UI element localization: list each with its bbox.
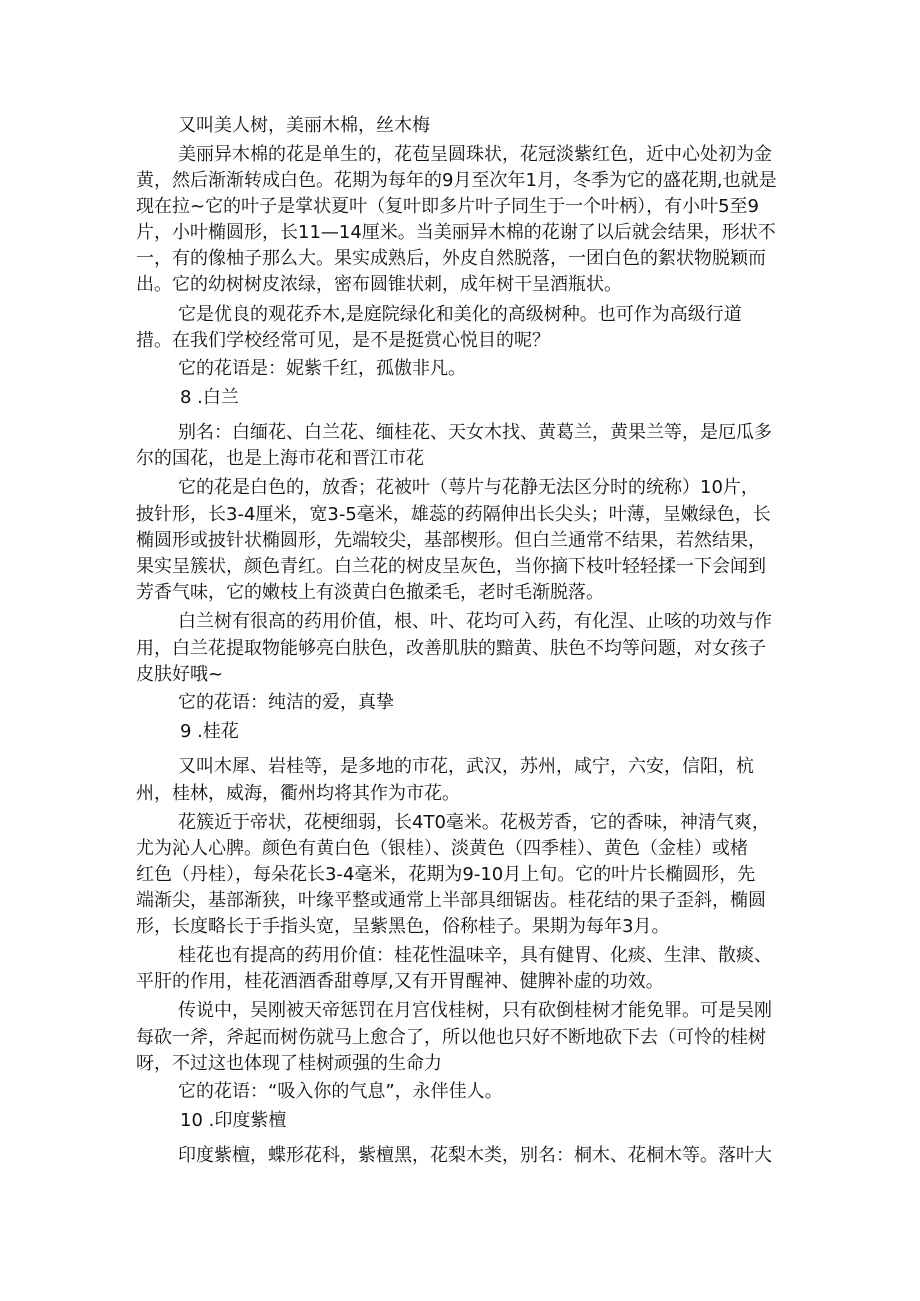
text-line: 端渐尖，基部渐狭，叶缘平整或通常上半部具细锯齿。桂花结的果子歪斜，椭圆 xyxy=(136,890,766,911)
text-line: 椭圆形或披针状椭圆形，先端较尖，基部楔形。但白兰通常不结果，若然结果， xyxy=(136,530,766,551)
section-heading: 8 .白兰 xyxy=(180,387,239,408)
text-line: 尤为沁人心脾。颜色有黄白色（银桂）、淡黄色（四季桂）、黄色（金桂）或楮 xyxy=(136,838,748,859)
text-line: 花簇近于帝状，花梗细弱，长4T0毫米。花极芳香，它的香味，神清气爽， xyxy=(178,812,770,833)
text-line: 措。在我们学校经常可见，是不是挺赏心悦目的呢？ xyxy=(136,330,550,351)
text-line: 呀，不过这也体现了桂树顽强的生命力 xyxy=(136,1053,442,1074)
text-line: 它是优良的观花乔木,是庭院绿化和美化的高级树种。也可作为高级行道 xyxy=(178,304,742,325)
text-line: 又叫木犀、岩桂等，是多地的市花，武汉，苏州，咸宁，六安，信阳，杭 xyxy=(178,756,754,777)
text-line: 果实呈簇状，颜色青红。白兰花的树皮呈灰色，当你摘下枝叶轻轻揉一下会闻到 xyxy=(136,556,766,577)
text-line: 尔的国花，也是上海市花和晋江市花 xyxy=(136,448,424,469)
text-line: 印度紫檀，蝶形花科，紫檀黑，花梨木类，别名：桐木、花桐木等。落叶大 xyxy=(178,1145,772,1166)
text-line: 白兰树有很高的药用价值，根、叶、花均可入药，有化涅、止咳的功效与作 xyxy=(178,611,772,632)
text-line: 出。它的幼树树皮浓绿，密布圆锥状刺，成年树干呈酒瓶状。 xyxy=(136,274,622,295)
text-line: 一，有的像柚子那么大。果实成熟后，外皮自然脱落，一团白色的絮状物脱颖而 xyxy=(136,248,766,269)
text-line: 它的花语：纯洁的爱，真挚 xyxy=(178,692,394,713)
text-line: 桂花也有提高的药用价值：桂花性温味辛，具有健胃、化痰、生津、散痰、 xyxy=(178,945,772,966)
text-line: 披针形，长3-4厘米，宽3-5毫米，雄蕊的药隔伸出长尖头；叶薄，呈嫩绿色，长 xyxy=(136,504,771,525)
text-line: 又叫美人树，美丽木棉，丝木梅 xyxy=(178,115,430,136)
section-heading: 10 .印度紫檀 xyxy=(180,1110,287,1131)
text-line: 州，桂林，威海，衢州均将其作为市花。 xyxy=(136,783,460,804)
text-line: 它的花是白色的，放香；花被叶（萼片与花静无法区分时的统称）10片， xyxy=(178,477,759,498)
text-line: 皮肤好哦~ xyxy=(136,664,224,685)
text-line: 平肝的作用，桂花酒酒香甜尊厚,又有开胃醒神、健脾补虚的功效。 xyxy=(136,971,664,992)
text-line: 红色（丹桂），每朵花长3-4毫米，花期为9-10月上旬。它的叶片长椭圆形，先 xyxy=(136,864,756,885)
text-line: 用，白兰花提取物能够亮白肤色，改善肌肤的黯黄、肤色不均等问题，对女孩子 xyxy=(136,638,766,659)
text-line: 传说中，吴刚被天帝惩罚在月宫伐桂树，只有砍倒桂树才能免罪。可是吴刚 xyxy=(178,1000,772,1021)
text-line: 芳香气味，它的嫩枝上有淡黄白色撤柔毛，老时毛渐脱落。 xyxy=(136,582,604,603)
section-heading: 9 .桂花 xyxy=(180,721,239,742)
text-line: 它的花语是：妮紫千红，孤傲非凡。 xyxy=(178,358,466,379)
text-line: 美丽异木棉的花是单生的，花苞呈圆珠状，花冠淡紫红色，近中心处初为金 xyxy=(178,144,772,165)
text-line: 形，长度略长于手指头宽，呈紫黑色，俗称桂子。果期为每年3月。 xyxy=(136,916,670,937)
text-line: 每砍一斧，斧起而树伤就马上愈合了，所以他也只好不断地砍下去（可怜的桂树 xyxy=(136,1027,766,1048)
text-line: 片，小叶椭圆形，长11—14厘米。当美丽异木棉的花谢了以后就会结果，形状不 xyxy=(136,222,776,243)
text-line: 现在拉~它的叶子是掌状夏叶（复叶即多片叶子同生于一个叶柄），有小叶5至9 xyxy=(136,196,759,217)
text-line: 黄，然后渐渐转成白色。花期为每年的9月至次年1月，冬季为它的盛花期,也就是 xyxy=(136,170,777,191)
text-line: 别名：白缅花、白兰花、缅桂花、天女木找、黄葛兰，黄果兰等，是厄瓜多 xyxy=(178,422,772,443)
text-line: 它的花语：“吸入你的气息”，永伴佳人。 xyxy=(178,1081,503,1102)
